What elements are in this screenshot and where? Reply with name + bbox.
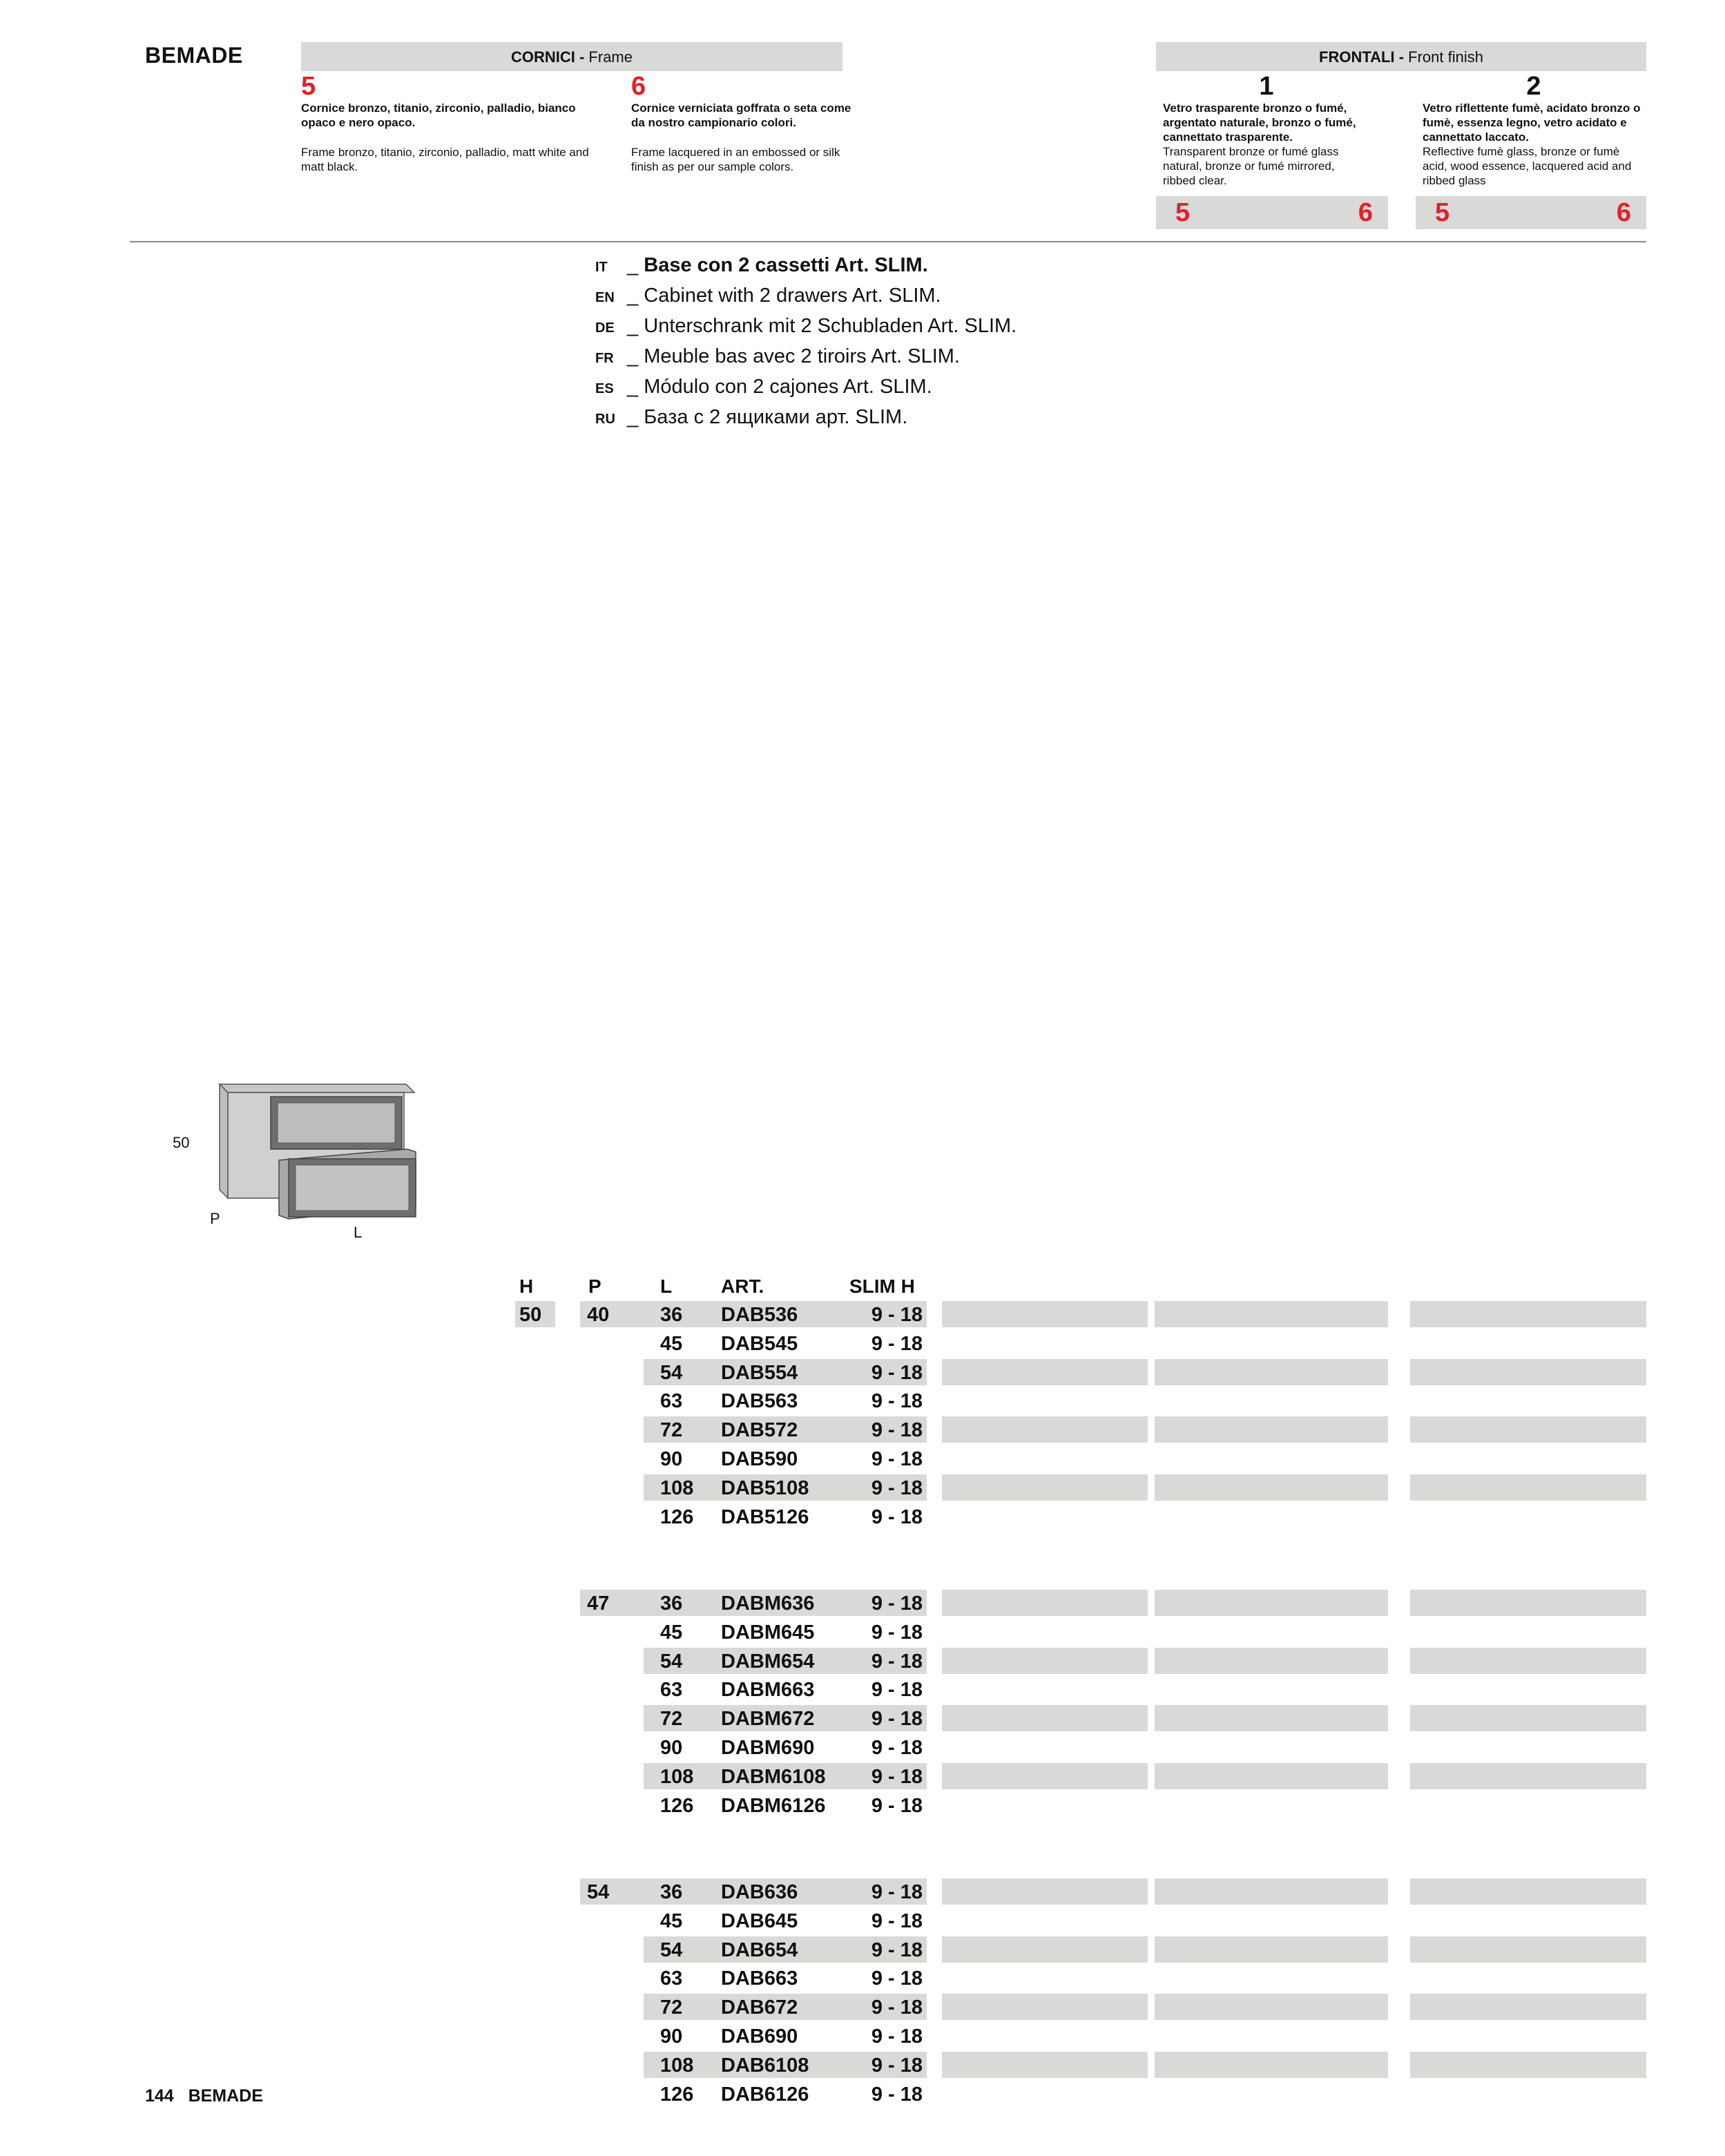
cell-p	[580, 1734, 644, 1760]
cell-p	[580, 1936, 644, 1963]
price-cell	[1155, 1936, 1388, 1963]
front-option-number: 1	[1259, 72, 1274, 101]
table-row	[0, 1994, 1725, 2020]
cell-l: 126	[660, 2083, 694, 2106]
cell-art: DAB5126	[721, 1505, 809, 1528]
cell-slim: 9 - 18	[844, 2052, 927, 2078]
cell-p	[580, 1907, 644, 1934]
compat-frame-left: 5	[1435, 198, 1450, 227]
lang-code: EN	[595, 290, 615, 305]
title-separator: _	[621, 285, 644, 307]
cell-l: 63	[660, 1679, 683, 1702]
cell-art: DABM663	[721, 1679, 815, 1702]
price-cell	[942, 1936, 1148, 1963]
table-row	[0, 1387, 1725, 1414]
price-cell	[1410, 1359, 1646, 1385]
cell-art: DAB672	[715, 1994, 844, 2020]
price-cell	[942, 1590, 1148, 1616]
price-cell	[942, 1359, 1148, 1385]
cell-art: DAB690	[721, 2025, 798, 2048]
cell-h	[515, 2052, 551, 2078]
cell-l: 54	[644, 1648, 715, 1674]
cell-h	[515, 1763, 551, 1789]
title-separator: _	[621, 254, 644, 276]
table-row	[0, 1474, 1725, 1501]
price-cell	[1410, 1936, 1646, 1963]
title-separator: _	[621, 376, 644, 398]
table-header-slim: SLIM H	[849, 1276, 915, 1297]
cell-slim: 9 - 18	[871, 1967, 923, 1990]
cell-slim: 9 - 18	[871, 1794, 923, 1817]
cell-art: DAB6126	[721, 2083, 809, 2106]
cell-h	[515, 1878, 551, 1905]
table-row	[0, 1301, 1725, 1327]
cell-p	[580, 1994, 644, 2020]
title-text: Cabinet with 2 drawers Art. SLIM.	[644, 285, 941, 307]
footer-brand: BEMADE	[188, 2086, 263, 2106]
title-text: Meuble bas avec 2 tiroirs Art. SLIM.	[644, 345, 960, 367]
cell-art: DAB645	[721, 1909, 798, 1932]
table-row	[0, 1792, 1725, 1818]
table-row	[0, 1648, 1725, 1674]
cell-h	[515, 1734, 551, 1760]
cell-slim: 9 - 18	[871, 1909, 923, 1932]
price-cell	[1410, 1301, 1646, 1327]
price-cell	[942, 1416, 1148, 1443]
table-row	[0, 1619, 1725, 1645]
cell-h	[515, 2081, 551, 2107]
cell-art: DAB563	[721, 1390, 798, 1413]
table-row	[0, 2052, 1725, 2078]
table-header-h: H	[519, 1276, 534, 1297]
title-separator: _	[621, 315, 644, 337]
cell-p: 54	[580, 1878, 651, 1905]
depth-dimension-label: P	[210, 1210, 220, 1227]
frame-option-number: 6	[631, 72, 646, 101]
cell-h	[515, 1359, 551, 1385]
cell-l: 45	[660, 1909, 683, 1932]
page-number: 144	[145, 2086, 174, 2106]
price-cell	[942, 1648, 1148, 1674]
cell-p	[580, 1387, 644, 1414]
price-cell	[942, 1705, 1148, 1731]
cell-art: DABM690	[721, 1737, 815, 1759]
cell-l: 108	[644, 2052, 715, 2078]
table-header-art: ART.	[721, 1276, 764, 1297]
frame-option-text-it: Cornice bronzo, titanio, zirconio, palladio, bianco opaco e nero opaco.	[301, 102, 576, 129]
cell-p	[580, 2023, 644, 2049]
cell-h	[515, 1676, 551, 1702]
cell-art: DABM654	[715, 1648, 844, 1674]
cell-l: 72	[644, 1994, 715, 2020]
cell-art: DABM645	[721, 1621, 815, 1644]
cell-slim: 9 - 18	[844, 1648, 927, 1674]
cell-h	[515, 1907, 551, 1934]
price-cell	[1410, 1763, 1646, 1789]
price-cell	[1410, 1590, 1646, 1616]
price-cell	[1155, 1763, 1388, 1789]
cell-slim: 9 - 18	[844, 1763, 927, 1789]
cell-p	[580, 1648, 644, 1674]
lang-code: DE	[595, 320, 615, 336]
cell-h	[515, 1474, 551, 1501]
frame-option-text-en: Frame bronzo, titanio, zirconio, palladio, matt white and matt black.	[301, 146, 589, 173]
price-cell	[1410, 1648, 1646, 1674]
cell-p	[580, 1330, 644, 1356]
cell-p	[580, 1676, 644, 1702]
price-cell	[1155, 1474, 1388, 1501]
cell-slim: 9 - 18	[844, 1994, 927, 2020]
cell-h	[515, 1387, 551, 1414]
cell-l: 36	[644, 1590, 715, 1616]
table-row	[0, 1416, 1725, 1443]
cell-l: 90	[660, 1737, 683, 1759]
cell-p	[580, 1416, 644, 1443]
price-cell	[1155, 1994, 1388, 2020]
front-option-text-en: Transparent bronze or fumé glass natural, bronze or fumé mirrored, ribbed clear.	[1163, 145, 1339, 187]
cell-slim: 9 - 18	[844, 1474, 927, 1501]
front-option-text-en: Reflective fumè glass, bronze or fumè acid, wood essence, lacquered acid and ribbed glass	[1423, 145, 1632, 187]
front-option-text-it: Vetro trasparente bronzo o fumé, argentato naturale, bronzo o fumé, cannettato trasparente.	[1163, 102, 1356, 144]
compat-frame-right: 6	[1616, 198, 1631, 227]
title-separator: _	[621, 345, 644, 367]
cell-art: DAB590	[721, 1448, 798, 1470]
price-cell	[1155, 1301, 1388, 1327]
cell-h	[515, 1792, 551, 1818]
cell-art: DAB545	[721, 1332, 798, 1355]
table-row	[0, 1359, 1725, 1385]
cell-p	[580, 1474, 644, 1501]
cell-slim: 9 - 18	[844, 1936, 927, 1963]
cell-l: 45	[660, 1332, 683, 1355]
table-row	[0, 1330, 1725, 1356]
frame-option-number: 5	[301, 72, 316, 101]
front-option-text-it: Vetro riflettente fumè, acidato bronzo o fumè, essenza legno, vetro acidato e cannettato laccato.	[1423, 102, 1641, 144]
width-dimension-label: L	[354, 1224, 363, 1241]
price-cell	[942, 1994, 1148, 2020]
cell-l: 54	[644, 1359, 715, 1385]
cell-p	[580, 1705, 644, 1731]
cell-l: 108	[644, 1474, 715, 1501]
price-cell	[1410, 2052, 1646, 2078]
price-cell	[1410, 1994, 1646, 2020]
cell-p	[580, 1503, 644, 1530]
frame-option-text-it: Cornice verniciata goffrata o seta come da nostro campionario colori.	[631, 102, 851, 129]
table-row	[0, 1878, 1725, 1905]
cell-l: 90	[660, 2025, 683, 2048]
cell-p	[580, 1763, 644, 1789]
cell-p: 47	[580, 1590, 651, 1616]
cell-p	[580, 1792, 644, 1818]
cell-l: 45	[660, 1621, 683, 1644]
cell-slim: 9 - 18	[871, 1505, 923, 1528]
page-footer	[145, 2086, 263, 2106]
height-dimension-label: 50	[173, 1134, 190, 1151]
compat-frame-left: 5	[1175, 198, 1191, 227]
cell-l: 126	[660, 1794, 694, 1817]
table-row	[0, 1907, 1725, 1934]
lang-code: RU	[595, 412, 615, 427]
cell-art: DAB654	[715, 1936, 844, 1963]
cell-art: DABM6108	[715, 1763, 844, 1789]
price-cell	[942, 1763, 1148, 1789]
cell-h	[515, 1936, 551, 1963]
price-cell	[1155, 1648, 1388, 1674]
cell-slim: 9 - 18	[871, 1737, 923, 1759]
cell-p	[580, 2052, 644, 2078]
cell-l: 36	[644, 1878, 715, 1905]
cell-h	[515, 1705, 551, 1731]
cell-slim: 9 - 18	[844, 1590, 927, 1616]
cell-h	[515, 1503, 551, 1530]
table-row	[0, 1676, 1725, 1702]
cell-art: DAB536	[715, 1301, 844, 1327]
cell-h	[515, 1416, 551, 1443]
brand-title: BEMADE	[145, 43, 243, 68]
price-cell	[1155, 1359, 1388, 1385]
cell-l: 36	[644, 1301, 715, 1327]
cell-h	[515, 1648, 551, 1674]
cell-h: 50	[515, 1301, 555, 1327]
cell-h	[515, 1994, 551, 2020]
cell-l: 72	[644, 1705, 715, 1731]
title-separator: _	[621, 406, 644, 428]
cell-slim: 9 - 18	[871, 1332, 923, 1355]
cell-art: DAB636	[715, 1878, 844, 1905]
table-header-l: L	[660, 1276, 673, 1297]
table-header-p: P	[588, 1276, 601, 1297]
cell-p: 40	[580, 1301, 651, 1327]
frames-title-bold: CORNICI -	[510, 48, 585, 66]
title-text: Base con 2 cassetti Art. SLIM.	[644, 254, 928, 276]
price-cell	[942, 2052, 1148, 2078]
cell-art: DAB554	[715, 1359, 844, 1385]
table-row	[0, 1590, 1725, 1616]
price-cell	[1155, 1590, 1388, 1616]
cell-p	[580, 1619, 644, 1645]
cell-p	[580, 1445, 644, 1472]
table-row	[0, 1965, 1725, 1991]
cell-art: DABM636	[715, 1590, 844, 1616]
table-row	[0, 1503, 1725, 1530]
cell-slim: 9 - 18	[844, 1705, 927, 1731]
cell-art: DAB572	[715, 1416, 844, 1443]
title-text: База с 2 ящиками арт. SLIM.	[644, 406, 908, 428]
cell-p	[580, 1359, 644, 1385]
cell-art: DABM6126	[721, 1794, 826, 1817]
cell-p	[580, 2081, 644, 2107]
cell-h	[515, 1619, 551, 1645]
table-row	[0, 1705, 1725, 1731]
cell-p	[580, 1965, 644, 1991]
price-cell	[1410, 1474, 1646, 1501]
cell-l: 108	[644, 1763, 715, 1789]
cell-art: DAB5108	[715, 1474, 844, 1501]
compat-frame-right: 6	[1358, 198, 1373, 227]
price-cell	[942, 1301, 1148, 1327]
price-cell	[942, 1878, 1148, 1905]
cell-slim: 9 - 18	[844, 1301, 927, 1327]
cell-slim: 9 - 18	[871, 1390, 923, 1413]
cell-slim: 9 - 18	[871, 2025, 923, 2048]
price-cell	[1155, 1878, 1388, 1905]
table-row	[0, 1734, 1725, 1760]
frame-option-text-en: Frame lacquered in an embossed or silk finish as per our sample colors.	[631, 146, 840, 173]
title-text: Unterschrank mit 2 Schubladen Art. SLIM.	[644, 315, 1017, 337]
cell-slim: 9 - 18	[871, 2083, 923, 2106]
cell-l: 72	[644, 1416, 715, 1443]
cell-h	[515, 2023, 551, 2049]
cell-h	[515, 1590, 551, 1616]
cell-l: 126	[660, 1505, 694, 1528]
price-cell	[1410, 1416, 1646, 1443]
cell-art: DABM672	[715, 1705, 844, 1731]
cell-slim: 9 - 18	[844, 1416, 927, 1443]
price-cell	[1155, 1705, 1388, 1731]
price-cell	[1410, 1705, 1646, 1731]
cell-l: 63	[660, 1967, 683, 1990]
front-option-number: 2	[1526, 72, 1541, 101]
cell-slim: 9 - 18	[844, 1359, 927, 1385]
cell-h	[515, 1445, 551, 1472]
cell-art: DAB663	[721, 1967, 798, 1990]
cell-l: 63	[660, 1390, 683, 1413]
cell-h	[515, 1330, 551, 1356]
cell-slim: 9 - 18	[871, 1448, 923, 1470]
table-row	[0, 2023, 1725, 2049]
title-text: Módulo con 2 cajones Art. SLIM.	[644, 376, 932, 398]
cell-slim: 9 - 18	[844, 1878, 927, 1905]
cell-slim: 9 - 18	[871, 1679, 923, 1702]
cell-l: 54	[644, 1936, 715, 1963]
table-row	[0, 1763, 1725, 1789]
cell-art: DAB6108	[715, 2052, 844, 2078]
cell-h	[515, 1965, 551, 1991]
lang-code: IT	[595, 260, 608, 275]
price-cell	[1155, 1416, 1388, 1443]
lang-code: FR	[595, 351, 614, 366]
price-cell	[1410, 1878, 1646, 1905]
lang-code: ES	[595, 381, 614, 396]
fronts-title-bold: FRONTALI -	[1319, 48, 1405, 66]
price-cell	[942, 1474, 1148, 1501]
table-row	[0, 1445, 1725, 1472]
fronts-title-light: Front finish	[1404, 48, 1483, 66]
frames-title-light: Frame	[584, 48, 633, 66]
price-cell	[1155, 2052, 1388, 2078]
cell-slim: 9 - 18	[871, 1621, 923, 1644]
table-row	[0, 1936, 1725, 1963]
cell-l: 90	[660, 1448, 683, 1470]
